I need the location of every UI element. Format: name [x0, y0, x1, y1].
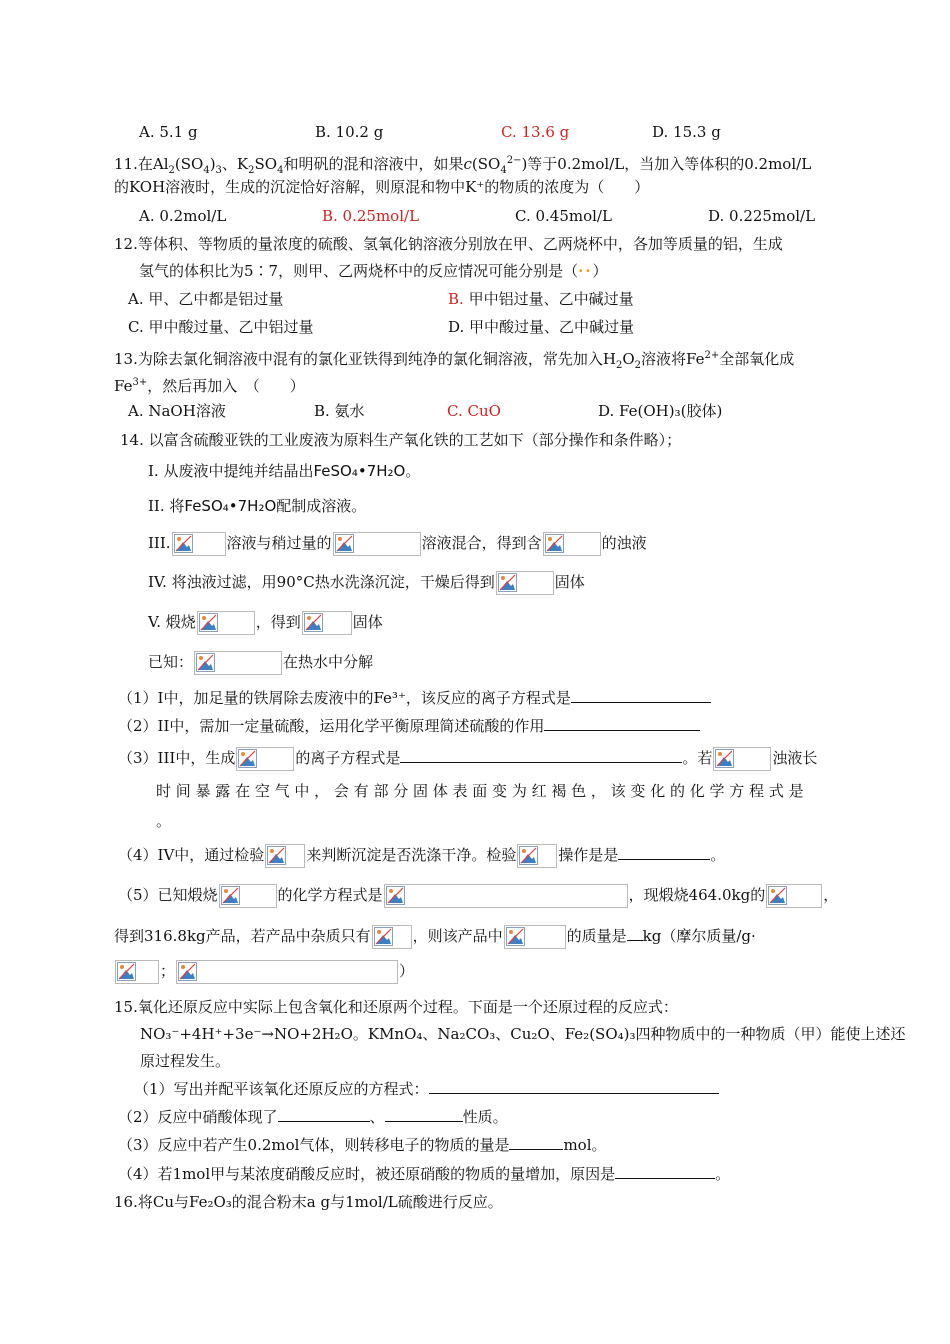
broken-image-icon: [372, 925, 412, 949]
q14-sub4: （4）IV中，通过检验 来判断沉淀是否洗涤干净。检验 操作是是 。: [118, 843, 725, 868]
broken-image-icon: [302, 611, 352, 635]
q11-option-b: B. 0.25mol/L: [322, 207, 420, 225]
q11-option-a: A. 0.2mol/L: [139, 207, 227, 225]
answer-blank[interactable]: [278, 1105, 370, 1122]
q10-option-d: D. 15.3 g: [652, 123, 721, 141]
broken-image-icon: [766, 884, 822, 908]
q14-step2: II. 将FeSO₄•7H₂O配制成溶液。: [148, 497, 367, 515]
q14-step3: III. 溶液与稍过量的 溶液混合，得到含 的浊液: [148, 532, 647, 556]
broken-image-icon: [517, 844, 557, 868]
broken-image-icon: [176, 960, 398, 984]
answer-blank[interactable]: [544, 714, 700, 731]
q10-option-b: B. 10.2 g: [315, 123, 384, 141]
q11-option-c: C. 0.45mol/L: [515, 207, 612, 225]
formula-feso4-7h2o: FeSO₄•7H₂O: [184, 497, 277, 515]
broken-image-icon: [236, 747, 294, 771]
answer-blank[interactable]: [400, 746, 682, 763]
q13-options: [128, 400, 722, 422]
q12-option-c: C. 甲中酸过量、乙中铝过量: [128, 318, 314, 336]
q15-sub2: （2）反应中硝酸体现了 、 性质。: [118, 1105, 508, 1128]
q14-sub5-line2: 得到316.8kg产品，若产品中杂质只有 ，则该产品中 的质量是 kg（摩尔质量/g·: [114, 924, 756, 949]
answer-blank[interactable]: [618, 843, 710, 860]
q14-sub3-line1: （3）III中，生成 的离子方程式是 。若 浊液长: [118, 746, 817, 771]
q14-sub3-line3: 。: [156, 812, 172, 830]
q14-sub2: （2）II中，需加一定量硫酸，运用化学平衡原理简述硫酸的作用: [118, 714, 700, 737]
q15-sub3: （3）反应中若产生0.2mol气体，则转移电子的物质的量是 mol。: [118, 1133, 607, 1156]
q12-option-d: D. 甲中酸过量、乙中碱过量: [448, 318, 635, 336]
q15-intro: 15.氧化还原反应中实际上包含氧化和还原两个过程。下面是一个还原过程的反应式：: [114, 998, 678, 1016]
answer-blank[interactable]: [627, 924, 643, 941]
orange-dots-mark: ··: [578, 262, 593, 280]
q12-line2: 氢气的体积比为5∶7，则甲、乙两烧杯中的反应情况可能分别是（··）: [139, 262, 608, 280]
q11-option-d: D. 0.225mol/L: [708, 207, 816, 225]
q14-step1: I. 从废液中提纯并结晶出FeSO₄•7H₂O。: [148, 462, 421, 480]
broken-image-icon: [194, 651, 282, 675]
q11-line2: 的KOH溶液时，生成的沉淀恰好溶解，则原混和物中K⁺的物质的浓度为（ ）: [114, 178, 650, 196]
q14-intro: 14. 以富含硫酸亚铁的工业废液为原料生产氧化铁的工艺如下（部分操作和条件略）；: [120, 431, 682, 449]
q15-equation: NO₃⁻+4H⁺+3e⁻→NO+2H₂O。KMnO₄、Na₂CO₃、Cu₂O、Fe₂(SO₄)₃四种物质中的一种物质（甲）能使上述还: [140, 1025, 906, 1043]
q10-options: [139, 121, 721, 143]
q14-step5: V. 煅烧 ，得到 固体: [148, 611, 383, 635]
broken-image-icon: [172, 532, 226, 556]
q16-line1: 16.将Cu与Fe₂O₃的混合粉末a g与1mol/L硫酸进行反应。: [114, 1193, 503, 1211]
q14-sub5-line1: （5）已知煅烧 的化学方程式是 ，现煅烧464.0kg的 ，: [118, 884, 838, 908]
q12-options-row2: [128, 316, 634, 338]
broken-image-icon: [504, 925, 566, 949]
q12-line1: 12.等体积、等物质的量浓度的硫酸、氢氧化钠溶液分别放在甲、乙两烧杯中，各加等质量的铝，生成: [114, 235, 783, 253]
q14-sub3-line2: 时 间 暴 露 在 空 气 中 ， 会 有 部 分 固 体 表 面 变 为 红 褐 色 ， 该 变 化 的 化 学 方 程 式 是: [156, 782, 804, 800]
q14-sub5-line3: ； ）: [114, 960, 414, 984]
formula-feso4-7h2o: FeSO₄•7H₂O: [313, 462, 406, 480]
answer-blank[interactable]: [429, 1077, 719, 1094]
broken-image-icon: [265, 844, 305, 868]
q13-option-c: C. CuO: [447, 402, 501, 420]
broken-image-icon: [197, 611, 255, 635]
answer-blank[interactable]: [571, 686, 711, 703]
q10-option-c: C. 13.6 g: [501, 123, 570, 141]
broken-image-icon: [115, 960, 159, 984]
q13-line2: $Fe^{3+}$，然后再加入 （ ）: [114, 377, 305, 395]
q15-sub1: （1）写出并配平该氧化还原反应的方程式：: [134, 1077, 719, 1100]
q12-options-row1: [128, 288, 634, 310]
q14-known: 已知： 在热水中分解: [148, 651, 373, 675]
broken-image-icon: [713, 747, 771, 771]
q13-option-a: A. NaOH溶液: [128, 402, 226, 420]
answer-blank[interactable]: [385, 1105, 463, 1122]
answer-blank[interactable]: [509, 1133, 563, 1150]
q11-options: [139, 205, 815, 227]
q10-option-a: A. 5.1 g: [139, 123, 198, 141]
broken-image-icon: [384, 884, 628, 908]
broken-image-icon: [219, 884, 277, 908]
q13-line1: 13.为除去氯化铜溶液中混有的氯化亚铁得到纯净的氯化铜溶液，常先加入$H_2O_2$溶液将$Fe^{2+}$全部氧化成: [114, 350, 795, 371]
answer-blank[interactable]: [615, 1162, 715, 1179]
q13-option-d: D. Fe(OH)₃(胶体): [598, 402, 723, 420]
q14-step4: IV. 将浊液过滤，用90°C热水洗涤沉淀，干燥后得到 固体: [148, 571, 585, 595]
q15-equation-cont: 原过程发生。: [140, 1052, 231, 1070]
q11-line1: 11.在$Al_2(SO_4)_3$、$K_2SO_4$和明矾的混和溶液中，如果$c(SO_4^{2-})$等于0.2mol/L，当加入等体积的0.2mol/L: [114, 155, 812, 176]
broken-image-icon: [333, 532, 421, 556]
q12-option-a: A. 甲、乙中都是铝过量: [128, 290, 284, 308]
q14-sub1: （1）I中，加足量的铁屑除去废液中的Fe³⁺，该反应的离子方程式是: [118, 686, 711, 709]
broken-image-icon: [543, 532, 601, 556]
q15-sub4: （4）若1mol甲与某浓度硝酸反应时，被还原硝酸的物质的量增加，原因是 。: [118, 1162, 730, 1185]
broken-image-icon: [496, 571, 554, 595]
q13-option-b: B. 氨水: [314, 402, 365, 420]
q12-option-b: B. 甲中铝过量、乙中碱过量: [448, 290, 634, 308]
